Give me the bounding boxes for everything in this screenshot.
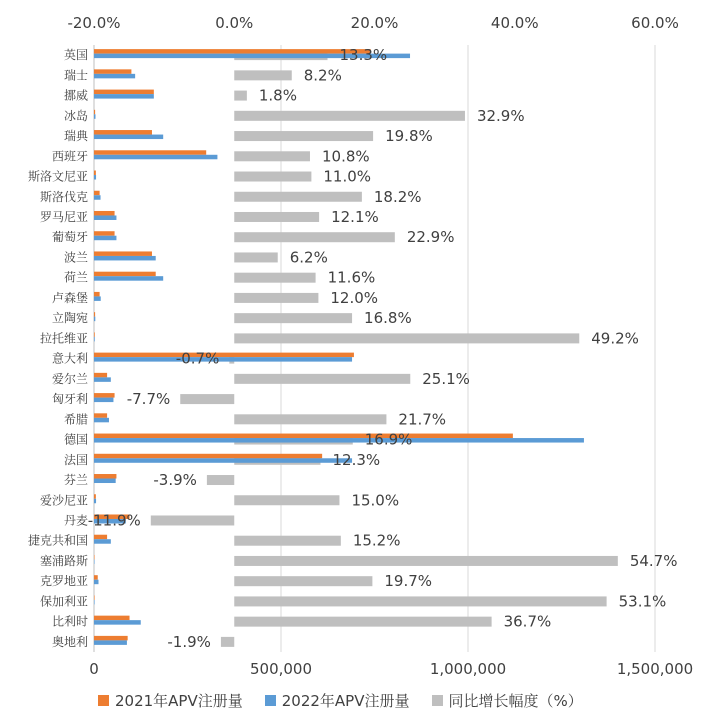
growth-bar (151, 515, 234, 525)
category-label: 卢森堡 (51, 290, 88, 305)
bar-2021 (94, 272, 156, 277)
category-label: 斯洛文尼亚 (27, 169, 88, 184)
growth-bar (234, 151, 310, 161)
bar-2021 (94, 353, 354, 358)
growth-data-label: 10.8% (321, 147, 370, 166)
growth-data-label: 12.1% (331, 207, 379, 226)
bar-2021 (94, 535, 107, 540)
legend-item-growth (432, 690, 583, 711)
category-label: 捷克共和国 (27, 533, 88, 548)
bar-2021 (94, 595, 95, 600)
bar-2022 (94, 499, 96, 504)
bar-2022 (94, 458, 352, 463)
bar-2022 (94, 337, 95, 342)
bar-2021 (94, 616, 130, 621)
growth-data-label: 15.2% (352, 531, 401, 550)
growth-bar (234, 252, 277, 262)
growth-data-label: 18.2% (373, 187, 422, 206)
growth-data-label: 11.0% (323, 167, 372, 186)
bar-2022 (94, 215, 116, 220)
bar-2022 (94, 559, 95, 564)
growth-bar (234, 131, 373, 141)
bar-2021 (94, 110, 95, 115)
growth-bar (234, 70, 292, 80)
bar-2022 (94, 438, 584, 443)
category-label: 希腊 (63, 412, 88, 427)
bar-2022 (94, 74, 135, 79)
growth-data-label: 12.0% (330, 288, 379, 307)
bar-2021 (94, 90, 154, 95)
category-label: 比利时 (51, 614, 88, 629)
growth-data-label: 49.2% (591, 329, 639, 348)
bar-2022 (94, 256, 156, 261)
bar-2022 (94, 539, 111, 544)
category-label: 葡萄牙 (51, 230, 88, 245)
category-label: 丹麦 (63, 513, 88, 528)
category-label: 芬兰 (63, 473, 88, 488)
growth-bar (234, 111, 465, 121)
bar-2021 (94, 251, 152, 256)
category-label: 冰岛 (63, 108, 88, 123)
bar-2021 (94, 494, 96, 499)
top-axis-tick-label: 20.0% (350, 14, 399, 32)
bar-2022 (94, 620, 141, 625)
growth-data-label: 1.8% (258, 86, 297, 105)
bar-2022 (94, 135, 163, 140)
bar-2021 (94, 332, 95, 337)
legend-label-growth: 同比增长幅度（%） (448, 692, 583, 710)
growth-bar (234, 232, 395, 242)
growth-bar (234, 293, 318, 303)
growth-data-label: 8.2% (303, 66, 342, 85)
growth-bar (234, 556, 618, 566)
growth-data-label: -3.9% (153, 471, 197, 490)
bar-2022 (94, 296, 101, 301)
category-label: 波兰 (63, 250, 88, 265)
category-label: 法国 (63, 452, 88, 467)
growth-data-label: -11.9% (87, 511, 141, 530)
growth-data-label: 12.3% (332, 450, 381, 469)
growth-data-label: 13.3% (339, 46, 388, 65)
bar-2021 (94, 130, 152, 135)
legend-swatch-2022 (265, 695, 276, 706)
growth-data-label: -0.7% (175, 349, 220, 368)
bar-2021 (94, 49, 371, 54)
growth-bar (234, 172, 311, 182)
bar-2021 (94, 555, 95, 560)
growth-data-label: -1.9% (167, 632, 211, 651)
growth-data-label: 6.2% (289, 248, 328, 267)
top-axis-tick-label: -20.0% (67, 14, 121, 32)
growth-data-label: 19.7% (384, 572, 433, 591)
category-label: 斯洛伐克 (39, 189, 88, 204)
category-label: 瑞士 (63, 68, 88, 83)
category-label: 德国 (63, 432, 88, 447)
legend-item-2022 (265, 690, 410, 711)
bar-2021 (94, 636, 128, 641)
bar-2022 (94, 317, 95, 322)
bottom-axis-tick-label: 0 (89, 660, 99, 678)
growth-bar (234, 414, 386, 424)
bar-2021 (94, 373, 107, 378)
category-label: 英国 (63, 48, 88, 63)
bottom-axis-tick-label: 500,000 (249, 660, 313, 678)
bar-2021 (94, 434, 513, 439)
bottom-axis-tick-label: 1,000,000 (429, 660, 507, 678)
bar-2021 (94, 211, 115, 216)
category-label: 塞浦路斯 (39, 553, 88, 568)
bar-2022 (94, 377, 111, 382)
bar-2022 (94, 600, 95, 605)
growth-data-label: 36.7% (503, 612, 552, 631)
legend-item-2021 (98, 690, 243, 711)
bar-2021 (94, 474, 116, 479)
top-axis-tick-label: 40.0% (490, 14, 539, 32)
growth-bar (234, 596, 606, 606)
growth-data-label: 16.8% (364, 309, 412, 328)
growth-data-label: -7.7% (126, 390, 171, 409)
growth-bar (234, 536, 341, 546)
bar-2022 (94, 276, 163, 281)
growth-bar (234, 495, 339, 505)
bar-2022 (94, 640, 127, 645)
growth-data-label: 15.0% (351, 491, 400, 510)
bar-2021 (94, 171, 96, 176)
bar-2021 (94, 191, 100, 196)
bar-2022 (94, 236, 116, 241)
legend-label-2022: 2022年APV注册量 (281, 692, 410, 710)
category-label: 拉托维亚 (39, 331, 88, 346)
category-label: 保加利亚 (39, 594, 88, 609)
bar-2021 (94, 413, 107, 418)
growth-data-label: 32.9% (476, 106, 525, 125)
growth-data-label: 21.7% (398, 410, 447, 429)
growth-data-label: 53.1% (618, 592, 667, 611)
bar-2021 (94, 393, 115, 398)
bar-2022 (94, 398, 113, 403)
bar-2022 (94, 357, 352, 362)
bar-2021 (94, 292, 100, 297)
bottom-axis-tick-label: 1,500,000 (616, 660, 694, 678)
legend (98, 690, 583, 711)
category-label: 意大利 (51, 351, 88, 366)
growth-data-label: 22.9% (406, 228, 455, 247)
bar-2022 (94, 195, 101, 200)
category-label: 奥地利 (51, 634, 88, 649)
bar-2022 (94, 479, 116, 484)
growth-bar (234, 91, 247, 101)
bar-2022 (94, 418, 109, 423)
legend-swatch-growth (432, 695, 443, 706)
growth-bar (234, 273, 315, 283)
category-label: 荷兰 (63, 270, 88, 285)
legend-label-2021: 2021年APV注册量 (115, 692, 243, 710)
top-axis-tick-label: 60.0% (631, 14, 679, 32)
category-label: 克罗地亚 (39, 574, 88, 589)
category-label: 立陶宛 (51, 311, 88, 326)
legend-swatch-2021 (98, 695, 109, 706)
growth-bar (234, 333, 579, 343)
bar-2021 (94, 454, 322, 459)
category-label: 西班牙 (51, 149, 88, 164)
growth-bar (234, 192, 362, 202)
bar-2021 (94, 69, 131, 74)
bar-2021 (94, 575, 98, 580)
growth-bar (207, 475, 234, 485)
bar-2022 (94, 94, 154, 99)
growth-data-label: 11.6% (327, 268, 376, 287)
category-label: 爱沙尼亚 (39, 493, 88, 508)
growth-data-label: 25.1% (422, 369, 470, 388)
category-label: 匈牙利 (51, 392, 88, 407)
bar-2022 (94, 175, 96, 180)
bar-2021 (94, 150, 206, 155)
category-label: 爱尔兰 (51, 371, 88, 386)
growth-bar (234, 576, 372, 586)
growth-bar (234, 212, 319, 222)
growth-bar (234, 374, 410, 384)
growth-bar (234, 617, 491, 627)
category-label: 罗马尼亚 (39, 209, 88, 224)
growth-data-label: 16.9% (364, 430, 413, 449)
growth-bar (180, 394, 234, 404)
growth-data-label: 54.7% (629, 551, 678, 570)
top-axis-tick-label: 0.0% (215, 14, 254, 32)
growth-data-label: 19.8% (385, 127, 433, 146)
category-label: 瑞典 (63, 129, 88, 144)
bar-2021 (94, 312, 95, 317)
growth-bar (221, 637, 234, 647)
bar-2022 (94, 114, 95, 119)
bar-2022 (94, 155, 217, 160)
bar-2021 (94, 231, 115, 236)
category-label: 挪威 (63, 88, 88, 103)
growth-bar (234, 313, 352, 323)
bar-2022 (94, 580, 98, 585)
